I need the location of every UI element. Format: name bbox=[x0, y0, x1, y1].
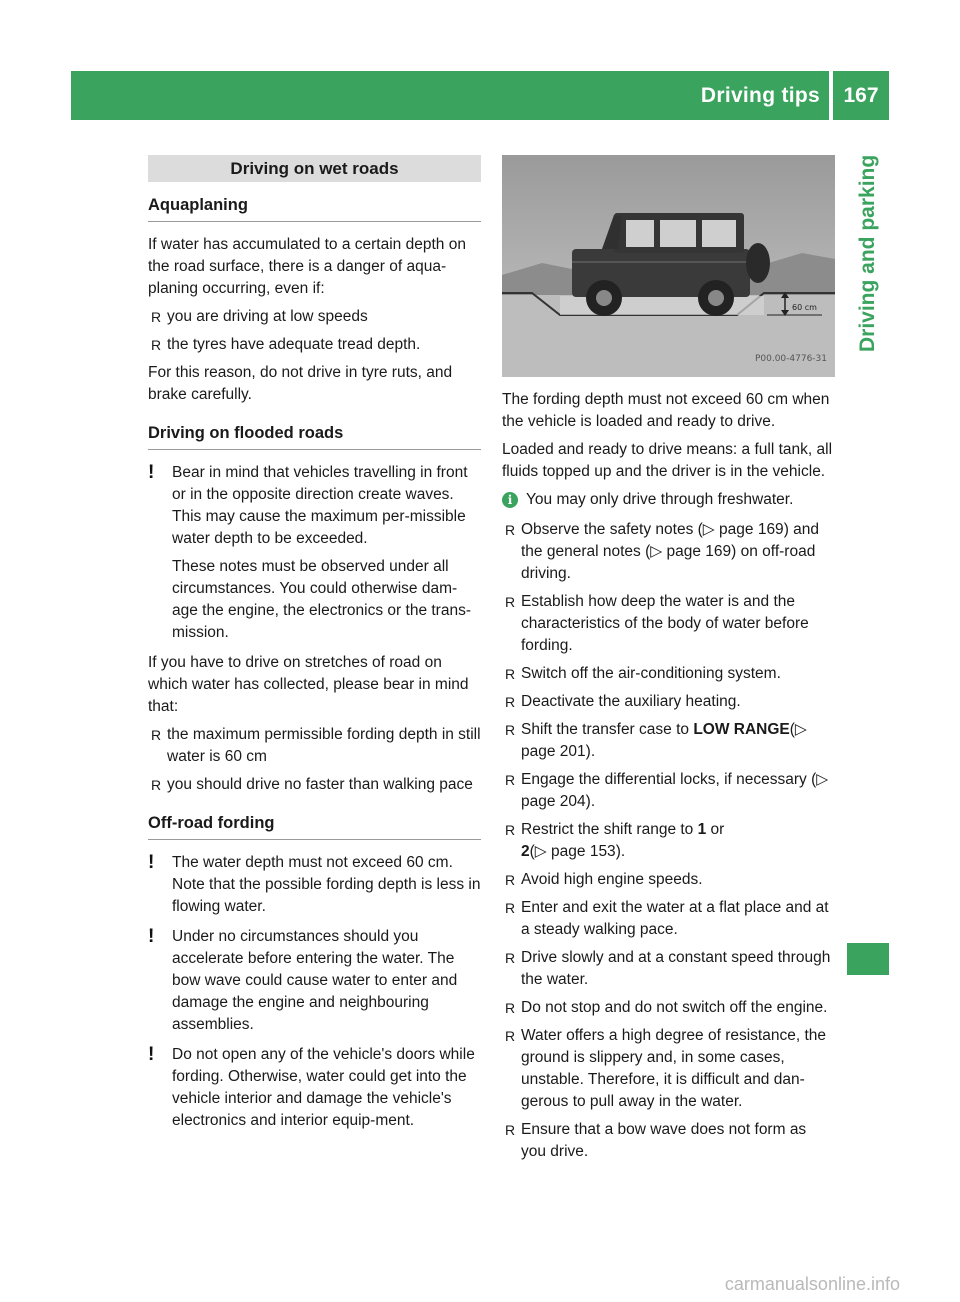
page-reference: page 201 bbox=[521, 743, 586, 760]
list-item: R Switch off the air-conditioning system. bbox=[502, 663, 835, 685]
warning-note: ! The water depth must not exceed 60 cm. Note that the possible fording depth is less in flowing water. bbox=[148, 852, 481, 915]
section-header: Driving on wet roads bbox=[148, 155, 481, 182]
aquaplaning-outro: For this reason, do not drive in tyre ruts, and brake carefully. bbox=[148, 364, 453, 403]
page-number: 167 bbox=[843, 84, 879, 107]
bullet-marker: R bbox=[505, 1122, 516, 1138]
fording-depth-figure bbox=[502, 155, 835, 377]
list-item: R Avoid high engine speeds. bbox=[502, 869, 835, 891]
list-item: R you are driving at low speeds bbox=[148, 306, 481, 328]
list-item: R Restrict the shift range to 1 or 2(▷ page 153). bbox=[505, 821, 725, 860]
bullet-marker: R bbox=[505, 722, 516, 738]
aquaplaning-heading: Aquaplaning bbox=[148, 194, 481, 222]
side-chapter-marker bbox=[847, 943, 889, 975]
list-item: R the maximum permissible fording depth in still water is 60 cm bbox=[151, 726, 481, 765]
side-chapter-label: Driving and parking bbox=[856, 155, 879, 353]
list-item: R Deactivate the auxiliary heating. bbox=[502, 691, 835, 713]
watermark: carmanualsonline.info bbox=[724, 1274, 900, 1294]
list-item: R Drive slowly and at a constant speed through the water. bbox=[505, 949, 831, 988]
page-reference: page 153 bbox=[551, 843, 616, 860]
page-ref-arrow-icon: ▷ bbox=[534, 843, 547, 860]
page-ref-arrow-icon: ▷ bbox=[794, 721, 807, 738]
bullet-marker: R bbox=[505, 522, 516, 538]
warning-note: ! Bear in mind that vehicles travelling in front or in the opposite direction create waves. This may cause the maximum per-missible water depth to be exceeded. These notes must be observed under all circumstances. You could otherwise dam-age the engine, the electronics or the trans-mission. bbox=[148, 462, 471, 641]
warning-note: ! Under no circumstances should you accelerate before entering the water. The bow wave could cause water to enter and damage the engine and neighbouring assemblies. bbox=[148, 926, 458, 1033]
list-item: R Enter and exit the water at a flat place and at a steady walking pace. bbox=[505, 899, 829, 938]
bullet-marker: R bbox=[505, 1000, 516, 1016]
bullet-marker: R bbox=[505, 950, 516, 966]
bullet-marker: R bbox=[505, 822, 516, 838]
transfer-case-setting: LOW RANGE bbox=[693, 721, 790, 738]
warning-icon: ! bbox=[148, 1044, 155, 1065]
aquaplaning-intro: If water has accumulated to a certain depth on the road surface, there is a danger of aqua-planing occurring, even if: bbox=[148, 236, 466, 297]
bullet-marker: R bbox=[505, 772, 516, 788]
page-title: Driving tips bbox=[700, 84, 820, 107]
bullet-marker: R bbox=[151, 337, 162, 353]
list-item: R Engage the differential locks, if necessary (▷ page 204). bbox=[505, 771, 829, 810]
page-reference: page 169 bbox=[666, 543, 732, 560]
vehicle-fording-illustration bbox=[502, 155, 835, 377]
bullet-marker: R bbox=[151, 727, 162, 743]
warning-icon: ! bbox=[148, 926, 155, 947]
page-reference: page 169 bbox=[719, 521, 784, 538]
shift-range-value: 1 bbox=[697, 821, 707, 838]
bullet-marker: R bbox=[505, 900, 516, 916]
figure-reference: P00.00-4776-31 bbox=[754, 354, 827, 364]
info-icon: i bbox=[502, 492, 518, 508]
list-item: R Establish how deep the water is and the characteristics of the body of water before fording. bbox=[505, 593, 809, 654]
bullet-marker: R bbox=[505, 1028, 516, 1044]
list-item: R the tyres have adequate tread depth. bbox=[148, 334, 481, 356]
bullet-marker: R bbox=[505, 694, 516, 710]
bullet-marker: R bbox=[151, 309, 162, 325]
list-item: R Do not stop and do not switch off the engine. bbox=[502, 997, 835, 1019]
left-column bbox=[148, 155, 481, 1140]
bullet-marker: R bbox=[151, 777, 162, 793]
list-item: R Water offers a high degree of resistance, the ground is slippery and, in some cases, unstable. Therefore, it is difficult and dan-gerous to pull away in the water. bbox=[505, 1027, 827, 1110]
bullet-marker: R bbox=[505, 872, 516, 888]
page-reference: page 204 bbox=[521, 793, 586, 810]
warning-icon: ! bbox=[148, 462, 155, 483]
paragraph: Loaded and ready to drive means: a full tank, all fluids topped up and the driver is in the vehicle. bbox=[502, 441, 833, 480]
info-note: i You may only drive through freshwater. bbox=[502, 489, 835, 511]
list-item: R Observe the safety notes (▷ page 169) and the general notes (▷ page 169) on off-road driving. bbox=[505, 521, 820, 582]
paragraph: The fording depth must not exceed 60 cm when the vehicle is loaded and ready to drive. bbox=[502, 391, 830, 430]
warning-note: ! Do not open any of the vehicle's doors while fording. Otherwise, water could get into the vehicle interior and damage the vehicle's electronics and interior equip-ment. bbox=[148, 1044, 475, 1129]
list-item: R Shift the transfer case to LOW RANGE(▷ page 201). bbox=[505, 721, 807, 760]
flooded-intro: If you have to drive on stretches of road on which water has collected, please bear in mind that: bbox=[148, 654, 469, 715]
warning-icon: ! bbox=[148, 852, 155, 873]
shift-range-value: 2 bbox=[521, 843, 530, 860]
list-item: R Ensure that a bow wave does not form as you drive. bbox=[505, 1121, 807, 1160]
page-ref-arrow-icon: ▷ bbox=[816, 771, 829, 788]
page-ref-arrow-icon: ▷ bbox=[650, 543, 663, 560]
bullet-marker: R bbox=[505, 666, 516, 682]
right-column bbox=[502, 155, 835, 1169]
bullet-marker: R bbox=[505, 594, 516, 610]
offroad-heading: Off-road fording bbox=[148, 812, 481, 840]
list-item: R you should drive no faster than walking pace bbox=[148, 774, 481, 796]
page-ref-arrow-icon: ▷ bbox=[702, 521, 715, 538]
depth-label: 60 cm bbox=[792, 303, 817, 312]
flooded-heading: Driving on flooded roads bbox=[148, 422, 481, 450]
